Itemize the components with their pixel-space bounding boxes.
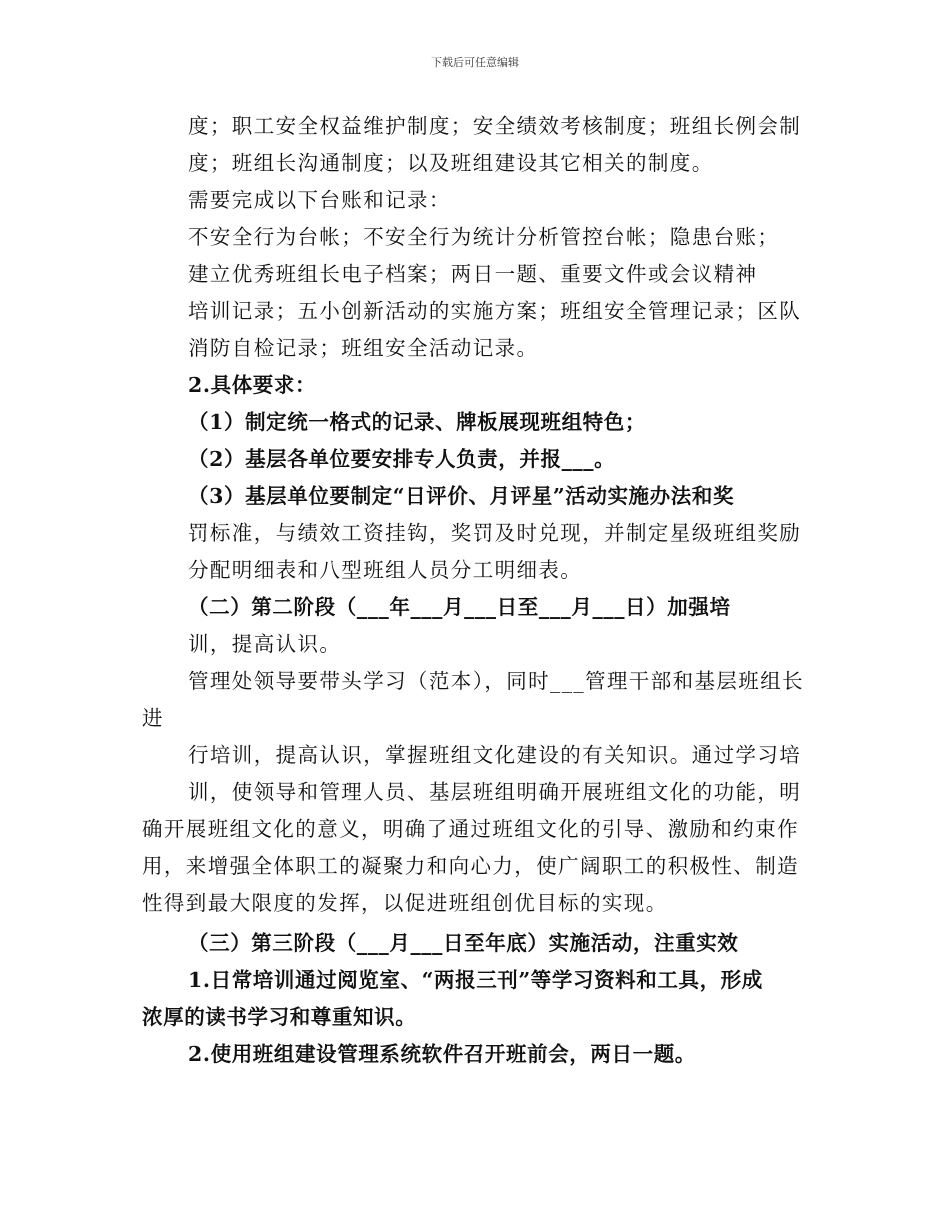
requirement-item: （3）基层单位要制定“日评价、月评星”活动实施办法和奖 [188,484,735,508]
section-heading: 2.具体要求： [188,373,317,397]
paragraph-line: 不安全行为台帐；不安全行为统计分析管控台帐；隐患台账； [188,225,780,249]
activity-item: 浓厚的读书学习和尊重知识。 [142,1005,417,1029]
paragraph-line: 用，来增强全体职工的凝聚力和向心力，使广阔职工的积极性、制造 [142,854,799,878]
paragraph-line: 管理处领导要带头学习（范本），同时___管理干部和基层班组长 [188,669,804,693]
paragraph-line: 度；职工安全权益维护制度；安全绩效考核制度；班组长例会制 [188,114,802,138]
paragraph-line: 训，使领导和管理人员、基层班组明确开展班组文化的功能，明 [188,780,802,804]
paragraph-line: 消防自检记录；班组安全活动记录。 [188,336,539,360]
paragraph-line: 进 [142,706,164,730]
paragraph-line: 行培训，提高认识，掌握班组文化建设的有关知识。通过学习培 [188,743,802,767]
paragraph-line: 确开展班组文化的意义，明确了通过班组文化的引导、激励和约束作 [142,817,799,841]
paragraph-line: 度；班组长沟通制度；以及班组建设其它相关的制度。 [188,151,714,175]
paragraph-line: 分配明细表和八型班组人员分工明细表。 [188,558,583,582]
phase-heading: （二）第二阶段（___年___月___日至___月___日）加强培 [188,595,731,619]
paragraph-line: 建立优秀班组长电子档案；两日一题、重要文件或会议精神 [188,262,758,286]
activity-item: 2.使用班组建设管理系统软件召开班前会，两日一题。 [188,1042,696,1066]
requirement-item: （2）基层各单位要安排专人负责，并报___。 [188,447,616,471]
requirement-item: （1）制定统一格式的记录、牌板展现班组特色； [188,410,646,434]
paragraph-line: 培训记录；五小创新活动的实施方案；班组安全管理记录；区队 [188,299,802,323]
activity-item: 1.日常培训通过阅览室、“两报三刊”等学习资料和工具，形成 [188,968,763,992]
phase-heading: （三）第三阶段（___月___日至年底）实施活动，注重实效 [188,931,739,955]
page-header: 下载后可任意编辑 [431,56,519,69]
paragraph-line: 需要完成以下台账和记录： [188,188,451,212]
paragraph-line: 性得到最大限度的发挥，以促进班组创优目标的实现。 [142,891,668,915]
paragraph-line: 训，提高认识。 [188,632,342,656]
paragraph-line: 罚标准，与绩效工资挂钩，奖罚及时兑现，并制定星级班组奖励 [188,521,802,545]
